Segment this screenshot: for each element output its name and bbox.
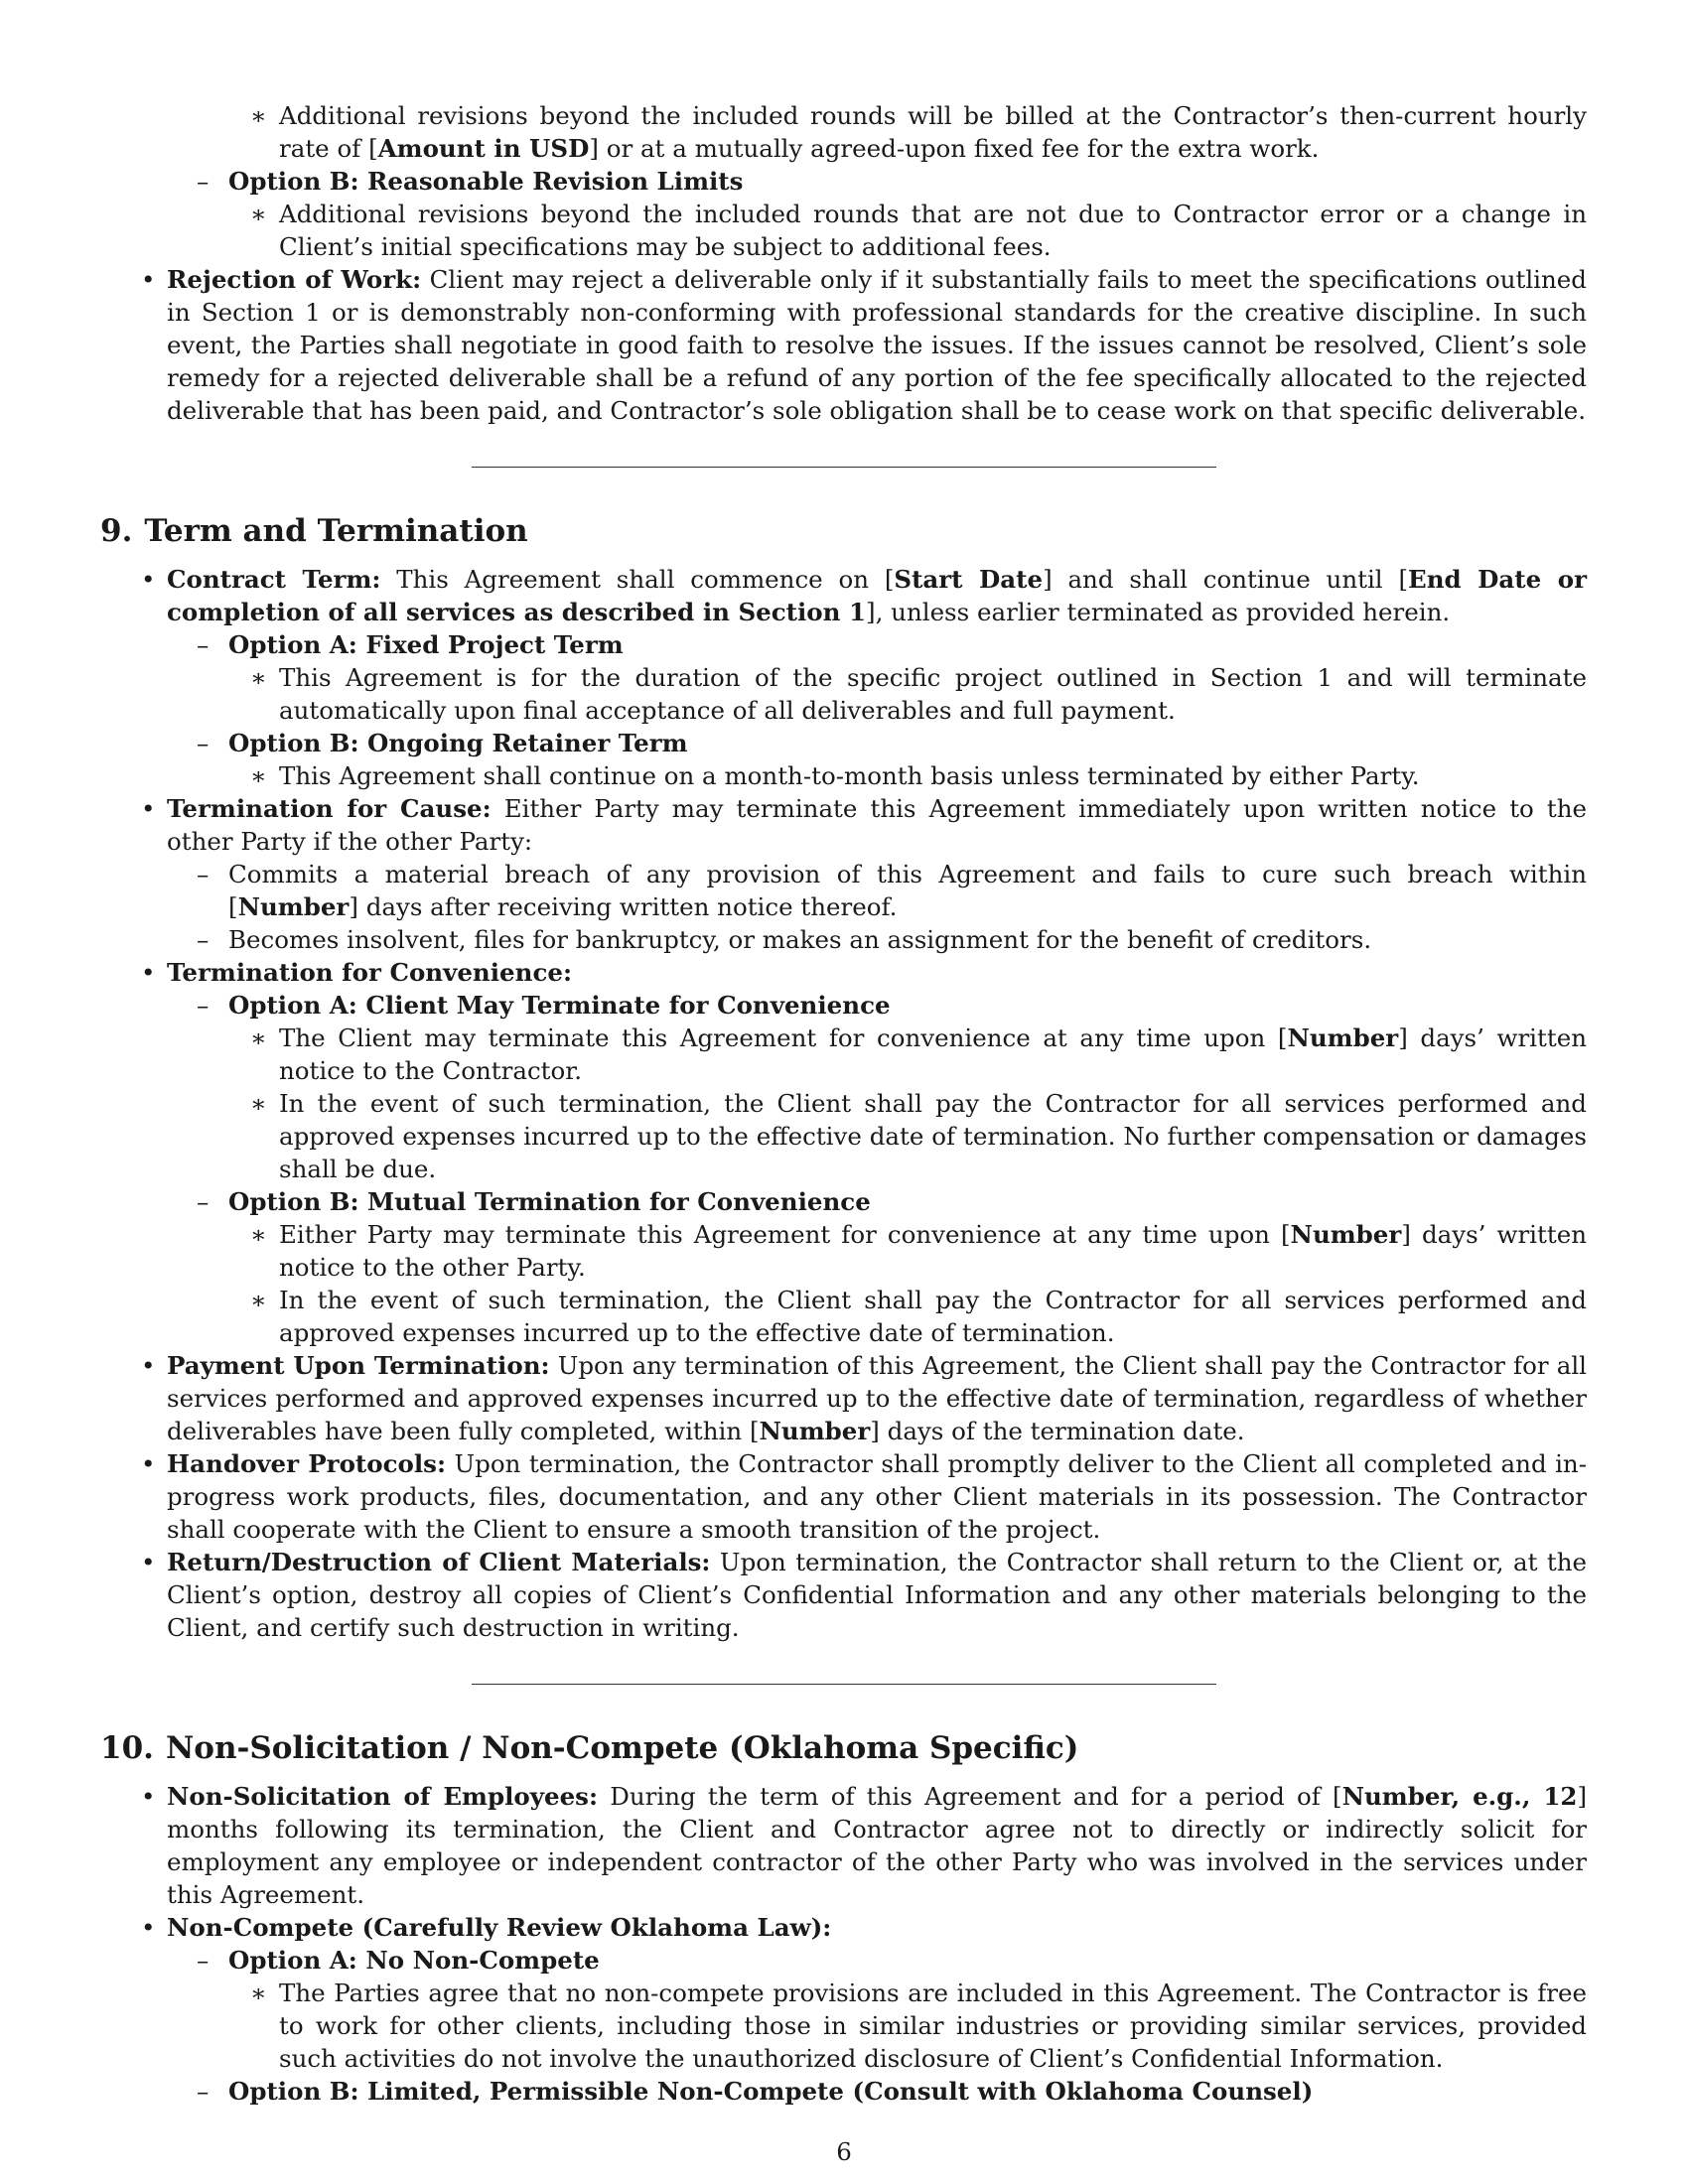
list-item: ∗ This Agreement shall continue on a month-to-month basis unless terminated by either Party.: [250, 761, 1420, 790]
list-item: • Termination for Cause: Either Party may terminate this Agreement immediately upon written notice to the other Party if the other Party:: [141, 794, 1587, 856]
list-item: – Becomes insolvent, files for bankruptcy, or makes an assignment for the benefit of creditors.: [197, 925, 1372, 954]
list-item: ∗ In the event of such termination, the Client shall pay the Contractor for all services performed and approved expenses incurred up to the effective date of termination.: [250, 1286, 1587, 1347]
bullet-icon: •: [141, 1449, 156, 1478]
placeholder-field: Number: [1287, 1024, 1399, 1052]
list-item: ∗ The Client may terminate this Agreement for convenience at any time upon [Number] days’ written notice to the Contractor.: [250, 1024, 1587, 1085]
section-heading: 10. Non-Solicitation / Non-Compete (Oklahoma Specific): [100, 1730, 1079, 1766]
placeholder-field: Number: [759, 1417, 871, 1445]
list-item: ∗ The Parties agree that no non-compete provisions are included in this Agreement. The Contractor is free to work for other clients, including those in similar industries or providing similar services, provided such activities do not involve the unauthorized disclosure of Client’s Confidential Information.: [250, 1979, 1587, 2073]
bullet-icon: •: [141, 1548, 156, 1576]
dash-bullet-icon: –: [197, 167, 210, 196]
placeholder-field: Amount in USD: [377, 134, 590, 163]
list-item: ∗ In the event of such termination, the Client shall pay the Contractor for all services performed and approved expenses incurred up to the effective date of termination. No further compensation or damages shall be due.: [250, 1089, 1587, 1183]
dash-bullet-icon: –: [197, 991, 210, 1020]
list-item: • Termination for Convenience:: [141, 958, 573, 987]
bullet-icon: •: [141, 1782, 156, 1811]
list-item: • Non-Compete (Carefully Review Oklahoma Law):: [141, 1913, 832, 1942]
list-item: ∗ Additional revisions beyond the included rounds will be billed at the Contractor’s then-current hourly rate of [Amount in USD] or at a mutually agreed-upon fixed fee for the extra work.: [250, 101, 1587, 163]
list-item: • Rejection of Work: Client may reject a deliverable only if it substantially fails to meet the specifications outlined in Section 1 or is demonstrably non-conforming with professional standards for the creative discipline. In such event, the Parties shall negotiate in good faith to resolve the issues. If the issues cannot be resolved, Client’s sole remedy for a rejected deliverable shall be a refund of any portion of the fee specifically allocated to the rejected deliverable that has been paid, and Contractor’s sole obligation shall be to cease work on that specific deliverable.: [141, 265, 1587, 425]
asterisk-bullet-icon: ∗: [250, 1089, 267, 1118]
bullet-icon: •: [141, 958, 156, 987]
bullet-icon: •: [141, 1913, 156, 1942]
dash-bullet-icon: –: [197, 1187, 210, 1216]
page-body: [100, 99, 1587, 2108]
asterisk-bullet-icon: ∗: [250, 1979, 267, 2007]
bullet-icon: •: [141, 265, 156, 294]
dash-bullet-icon: –: [197, 630, 210, 659]
bullet-icon: •: [141, 1351, 156, 1380]
list-item: ∗ Additional revisions beyond the included rounds that are not due to Contractor error or a change in Client’s initial specifications may be subject to additional fees.: [250, 200, 1587, 261]
dash-bullet-icon: –: [197, 1946, 210, 1975]
list-item: • Handover Protocols: Upon termination, the Contractor shall promptly deliver to the Client all completed and in-progress work products, files, documentation, and any other Client materials in its possession. The Contractor shall cooperate with the Client to ensure a smooth transition of the project.: [141, 1449, 1587, 1544]
option-heading: – Option A: Fixed Project Term: [197, 630, 624, 659]
placeholder-field: Start Date: [894, 565, 1044, 594]
list-item: ∗ Either Party may terminate this Agreement for convenience at any time upon [Number] days’ written notice to the other Party.: [250, 1220, 1587, 1282]
asterisk-bullet-icon: ∗: [250, 663, 267, 692]
dash-bullet-icon: –: [197, 860, 210, 888]
option-heading: – Option A: Client May Terminate for Convenience: [197, 991, 891, 1020]
list-item: • Non-Solicitation of Employees: During the term of this Agreement and for a period of [Number, e.g., 12] months following its termination, the Client and Contractor agree not to directly or indirectly solicit for employment any employee or independent contractor of the other Party who was involved in the services under this Agreement.: [141, 1782, 1587, 1909]
bullet-icon: •: [141, 794, 156, 823]
placeholder-field: Number, e.g., 12: [1341, 1782, 1578, 1811]
bullet-icon: •: [141, 565, 156, 594]
list-item: • Return/Destruction of Client Materials: Upon termination, the Contractor shall return to the Client or, at the Client’s option, destroy all copies of Client’s Confidential Information and any other materials belonging to the Client, and certify such destruction in writing.: [141, 1548, 1587, 1642]
option-heading: – Option B: Limited, Permissible Non-Compete (Consult with Oklahoma Counsel): [197, 2077, 1314, 2106]
option-heading: – Option B: Mutual Termination for Convenience: [197, 1187, 871, 1216]
list-item: ∗ This Agreement is for the duration of the specific project outlined in Section 1 and will terminate automatically upon final acceptance of all deliverables and full payment.: [250, 663, 1587, 725]
list-item: • Payment Upon Termination: Upon any termination of this Agreement, the Client shall pay the Contractor for all services performed and approved expenses incurred up to the effective date of termination, regardless of whether deliverables have been fully completed, within [Number] days of the termination date.: [141, 1351, 1587, 1445]
placeholder-field: Number: [237, 892, 350, 921]
placeholder-field: Number: [1290, 1220, 1402, 1249]
section-heading: 9. Term and Termination: [100, 513, 528, 549]
option-heading: – Option B: Ongoing Retainer Term: [197, 729, 688, 757]
list-item: • Contract Term: This Agreement shall commence on [Start Date] and shall continue until [End Date or completion of all services as described in Section 1], unless earlier terminated as provided herein.: [141, 565, 1587, 626]
dash-bullet-icon: –: [197, 925, 210, 954]
asterisk-bullet-icon: ∗: [250, 761, 267, 790]
dash-bullet-icon: –: [197, 2077, 210, 2106]
asterisk-bullet-icon: ∗: [250, 200, 267, 228]
page-number: 6: [836, 2137, 852, 2166]
placeholder-field: End Date or completion of all services as described in Section 1: [167, 565, 1587, 626]
asterisk-bullet-icon: ∗: [250, 101, 267, 130]
dash-bullet-icon: –: [197, 729, 210, 757]
asterisk-bullet-icon: ∗: [250, 1220, 267, 1249]
option-heading: – Option A: No Non-Compete: [197, 1946, 600, 1975]
list-item: – Commits a material breach of any provision of this Agreement and fails to cure such breach within [Number] days after receiving written notice thereof.: [197, 860, 1587, 921]
option-heading: – Option B: Reasonable Revision Limits: [197, 167, 744, 196]
asterisk-bullet-icon: ∗: [250, 1024, 267, 1052]
asterisk-bullet-icon: ∗: [250, 1286, 267, 1314]
